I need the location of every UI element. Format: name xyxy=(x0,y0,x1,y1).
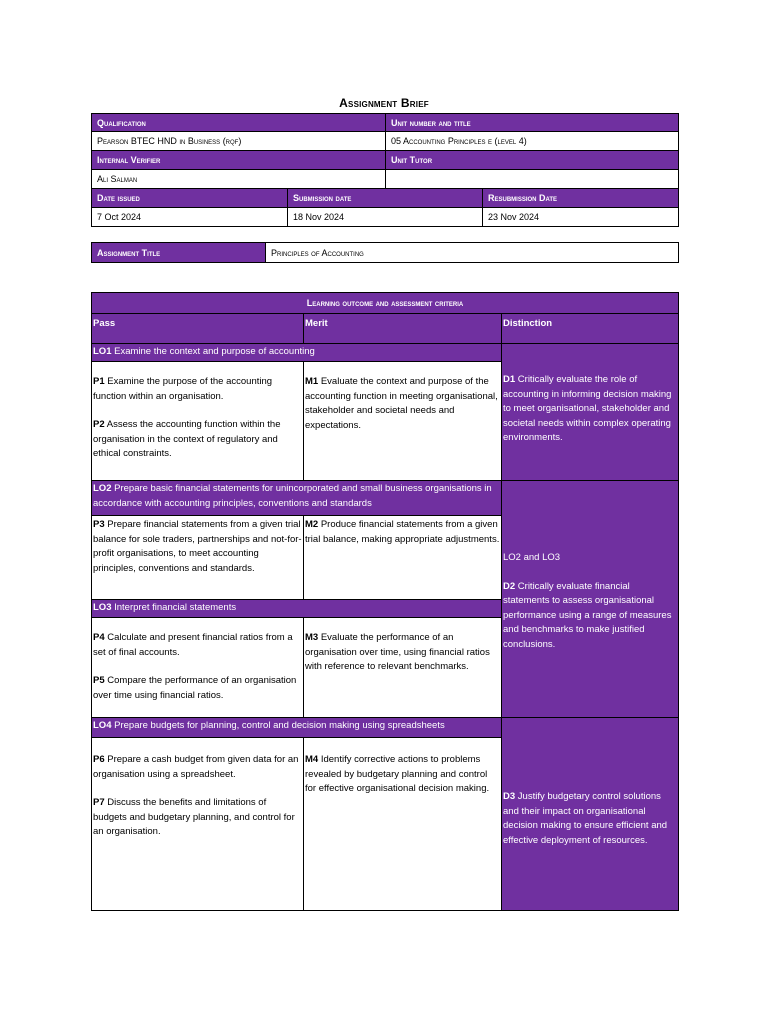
submission-label: Submission date xyxy=(287,188,483,208)
verifier-value: Ali Salman xyxy=(91,169,386,189)
assignment-title-value: Principles of Accounting xyxy=(265,242,679,263)
tutor-label: Unit Tutor xyxy=(385,150,679,170)
col-pass-header: Pass xyxy=(91,313,304,344)
lo3-row: LO3 Interpret financial statements xyxy=(91,599,502,618)
lo2-lo3-distinction-cell: LO2 and LO3 D2 Critically evaluate financial statements to assess organisational performance using a range of measures and benchmarks to make justified conclusions. xyxy=(501,480,679,718)
lo2-pass-cell: P3 Prepare financial statements from a given trial balance for sole traders, partnerships and not-for-profit organisations, to meet accounting principles, conventions and standards. xyxy=(91,515,304,600)
resubmission-value: 23 Nov 2024 xyxy=(482,207,679,227)
tutor-value xyxy=(385,169,679,189)
unit-label: Unit number and title xyxy=(385,113,679,132)
lo3-merit-cell: M3 Evaluate the performance of an organisation over time, using financial ratios with reference to relevant benchmarks. xyxy=(303,617,502,718)
col-distinction-header: Distinction xyxy=(501,313,679,344)
page-title: Assignment Brief xyxy=(339,96,429,110)
resubmission-label: Resubmission Date xyxy=(482,188,679,208)
unit-value: 05 Accounting Principles e (level 4) xyxy=(385,131,679,151)
lo1-row: LO1 Examine the context and purpose of accounting xyxy=(91,343,502,362)
assignment-title-label: Assignment Title xyxy=(91,242,266,263)
lo1-distinction-cell: D1 Critically evaluate the role of accounting in informing decision making to meet organisational, stakeholder and societal needs within complex operating environments. xyxy=(501,343,679,481)
qualification-label: Qualification xyxy=(91,113,386,132)
lo1-merit-cell: M1 Evaluate the context and purpose of the accounting function in meeting organisational, stakeholder and societal needs and expectations. xyxy=(303,361,502,481)
lo4-merit-cell: M4 Identify corrective actions to problems revealed by budgetary planning and control for effective organisational decision making. xyxy=(303,737,502,911)
submission-value: 18 Nov 2024 xyxy=(287,207,483,227)
lo3-pass-cell: P4 Calculate and present financial ratios from a set of final accounts. P5 Compare the performance of an organisation over time using financial ratios. xyxy=(91,617,304,718)
date-issued-label: Date issued xyxy=(91,188,288,208)
lo4-pass-cell: P6 Prepare a cash budget from given data for an organisation using a spreadsheet. P7 Discuss the benefits and limitations of budgets and budgetary planning, and control for an organisation. xyxy=(91,737,304,911)
verifier-label: Internal Verifier xyxy=(91,150,386,170)
date-issued-value: 7 Oct 2024 xyxy=(91,207,288,227)
lo4-distinction-cell: D3 Justify budgetary control solutions and their impact on organisational decision making to ensure efficient and effective deployment of resources. xyxy=(501,717,679,911)
lo2-merit-cell: M2 Produce financial statements from a given trial balance, making appropriate adjustments. xyxy=(303,515,502,600)
lo2-row: LO2 Prepare basic financial statements for unincorporated and small business organisations in accordance with accounting principles, conventions and standards xyxy=(91,480,502,516)
criteria-heading: Learning outcome and assessment criteria xyxy=(91,292,679,314)
lo4-row: LO4 Prepare budgets for planning, control and decision making using spreadsheets xyxy=(91,717,502,738)
qualification-value: Pearson BTEC HND in Business (rqf) xyxy=(91,131,386,151)
col-merit-header: Merit xyxy=(303,313,502,344)
lo1-pass-cell: P1 Examine the purpose of the accounting function within an organisation. P2 Assess the accounting function within the organisation in the context of regulatory and ethical constraints. xyxy=(91,361,304,481)
